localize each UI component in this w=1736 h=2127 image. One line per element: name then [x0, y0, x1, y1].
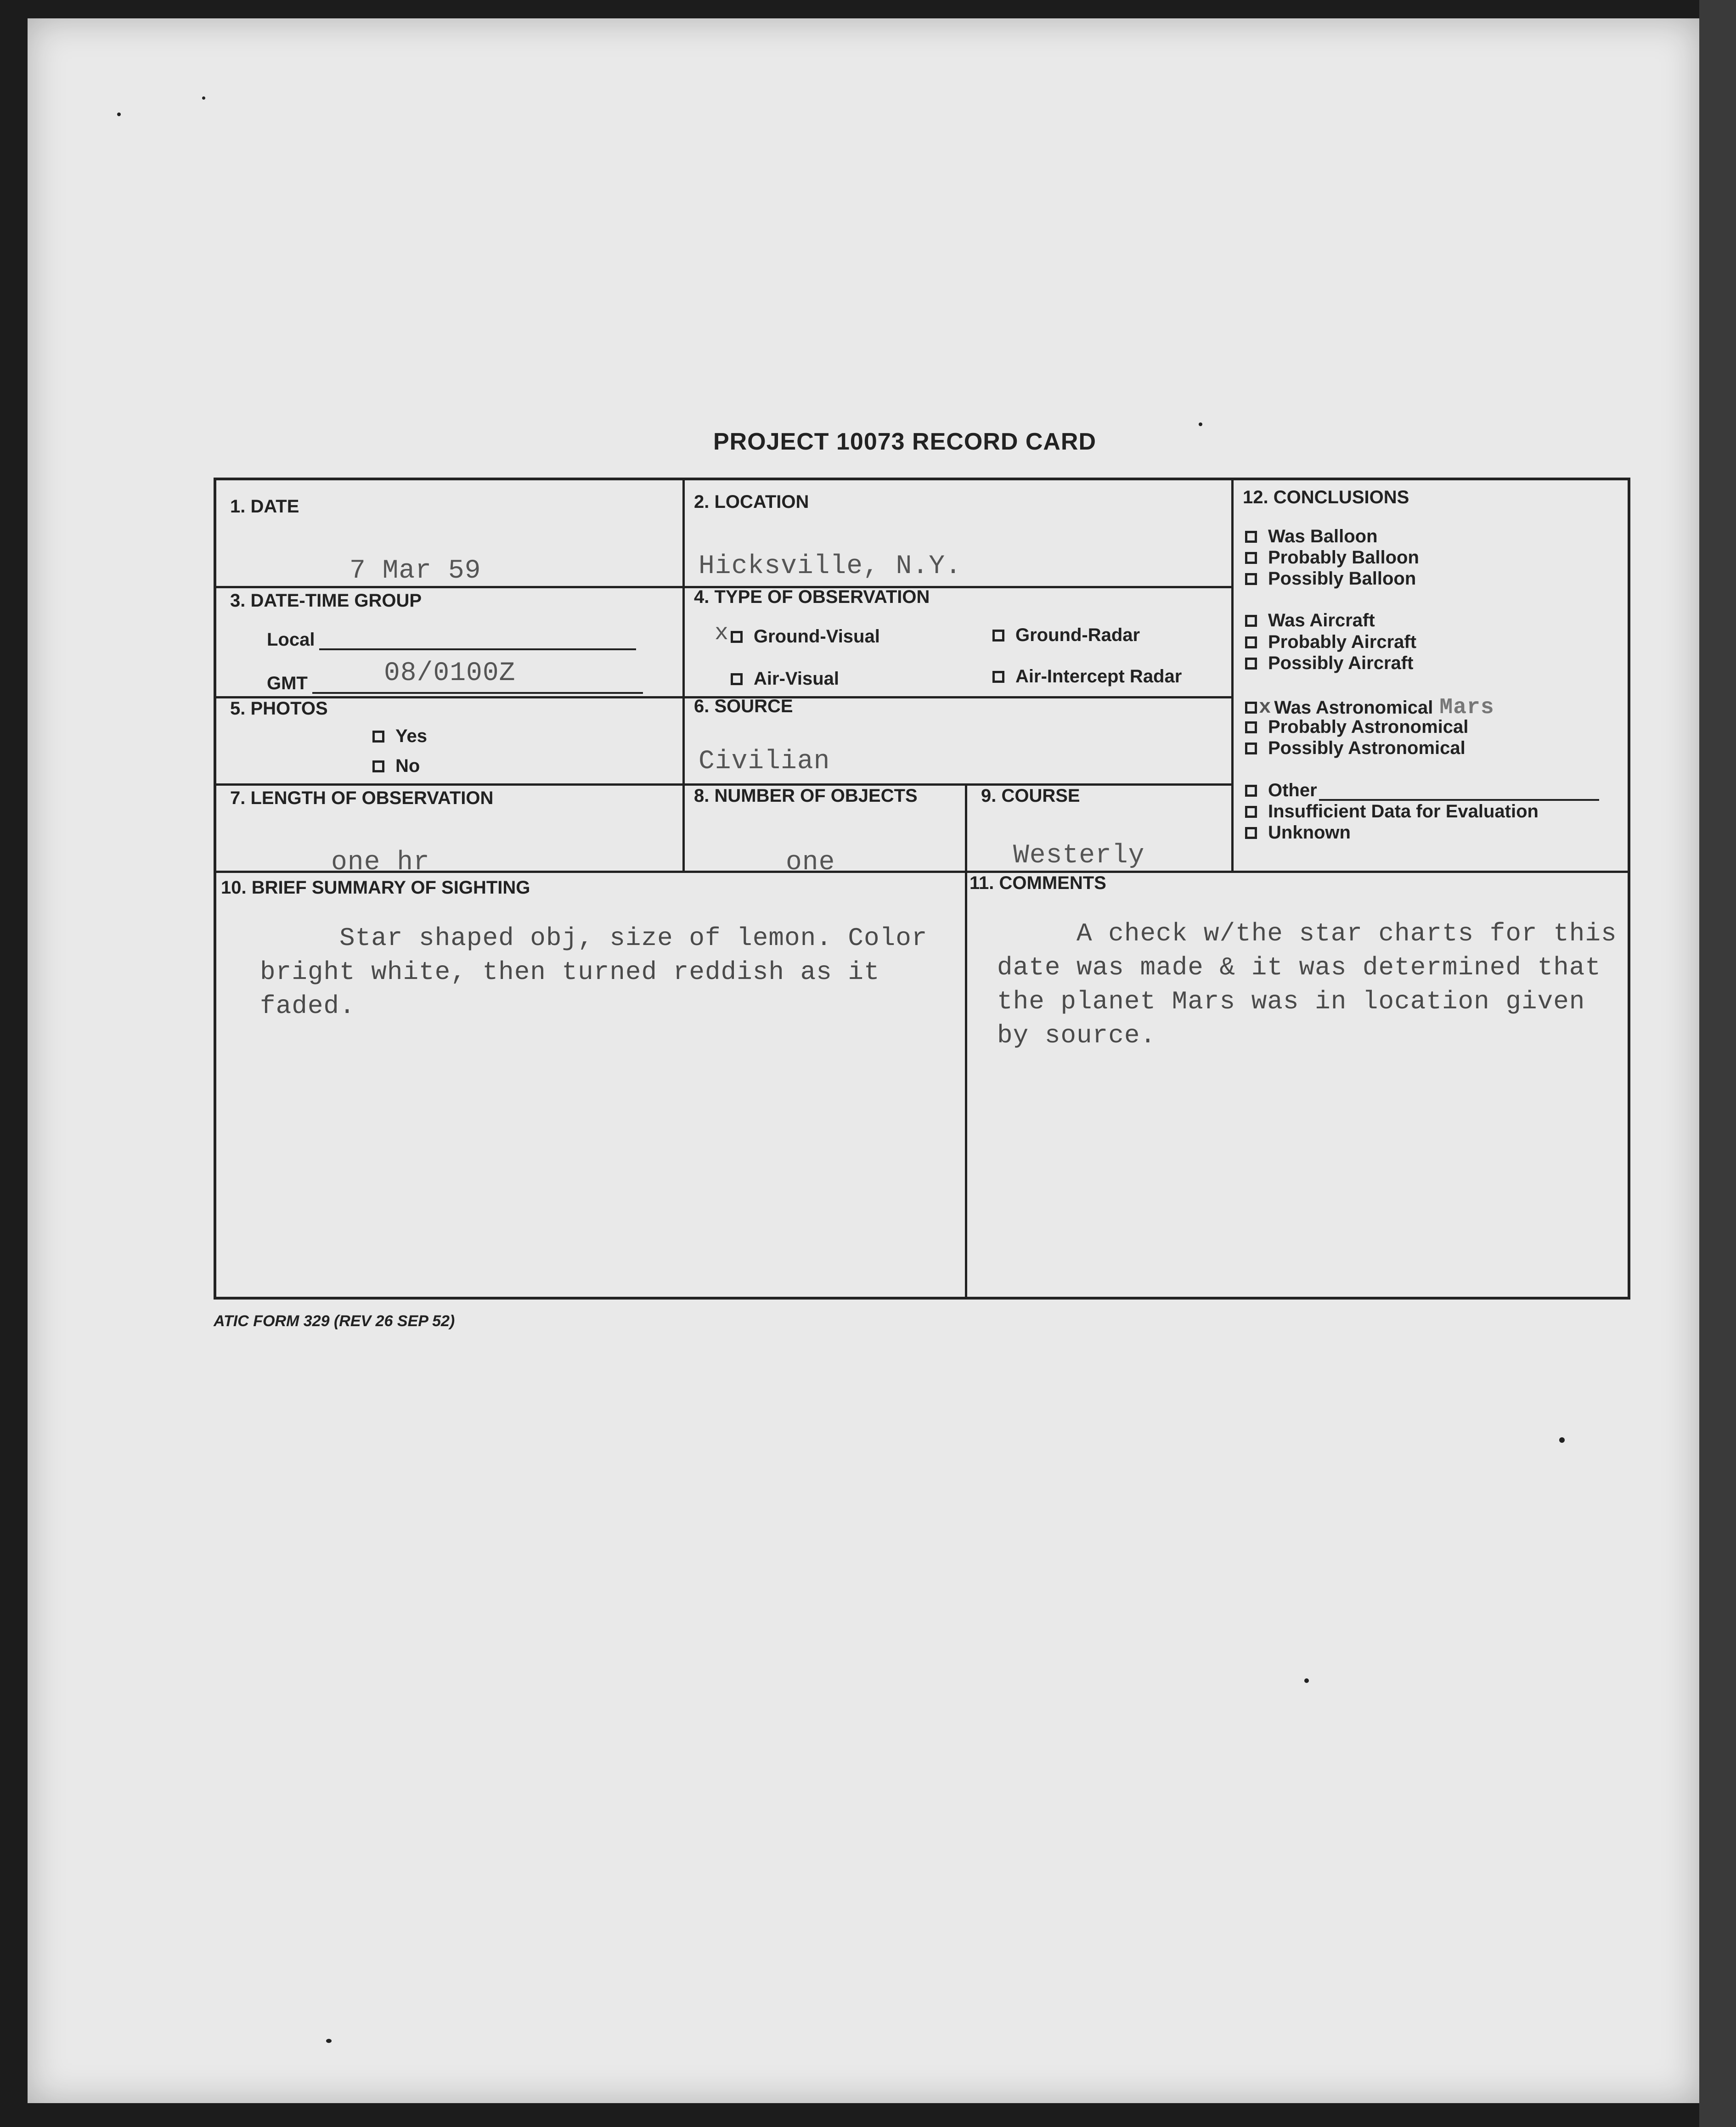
length-value: one hr — [331, 848, 430, 878]
record-card — [214, 478, 1630, 1300]
gmt-value: 08/0100Z — [384, 658, 516, 688]
location-value: Hicksville, N.Y. — [699, 551, 962, 581]
scan-speck — [202, 96, 205, 100]
option-unknown: Unknown — [1245, 822, 1351, 843]
card-title: PROJECT 10073 RECORD CARD — [713, 428, 1097, 455]
option-photos-no: No — [372, 756, 420, 777]
local-row — [267, 630, 636, 650]
number-of-objects-label: 8. NUMBER OF OBJECTS — [694, 786, 918, 806]
checkbox — [731, 631, 743, 643]
divider — [682, 480, 685, 871]
checkbox — [1245, 658, 1257, 670]
scan-speck — [326, 2039, 332, 2043]
checkbox — [372, 760, 384, 772]
ground-visual-mark: x — [715, 620, 729, 647]
checkbox — [1245, 636, 1257, 648]
option-probably-balloon: Probably Balloon — [1245, 547, 1419, 568]
local-line — [319, 630, 636, 650]
option-ground-radar: Ground-Radar — [992, 625, 1140, 646]
option-air-intercept-radar: Air-Intercept Radar — [992, 666, 1182, 687]
number-of-objects-value: one — [786, 848, 835, 878]
scan-edge — [1699, 0, 1736, 2127]
course-value: Westerly — [1013, 841, 1145, 871]
option-possibly-balloon: Possibly Balloon — [1245, 568, 1416, 589]
checkbox — [1245, 573, 1257, 585]
option-air-visual: Air-Visual — [731, 669, 839, 689]
option-possibly-astronomical: Possibly Astronomical — [1245, 738, 1465, 759]
source-value: Civilian — [699, 747, 830, 777]
checkbox — [992, 671, 1004, 683]
comments-label: 11. COMMENTS — [969, 873, 1106, 893]
checkbox — [1245, 721, 1257, 733]
option-was-astronomical: x Was Astronomical Mars — [1245, 695, 1494, 720]
checkbox — [1245, 806, 1257, 818]
divider — [965, 783, 967, 1297]
checkbox — [1245, 827, 1257, 839]
checkbox — [1245, 743, 1257, 754]
type-of-observation-label: 4. TYPE OF OBSERVATION — [694, 587, 930, 607]
scan-speck — [1559, 1437, 1565, 1443]
checkbox — [731, 673, 743, 685]
scan-speck — [1304, 1678, 1309, 1683]
course-label: 9. COURSE — [981, 786, 1080, 806]
checkbox — [372, 731, 384, 743]
checkbox — [1245, 785, 1257, 797]
checkbox — [1245, 702, 1257, 714]
length-label: 7. LENGTH OF OBSERVATION — [230, 788, 494, 808]
option-photos-yes: Yes — [372, 726, 427, 747]
checkbox — [992, 630, 1004, 641]
local-label: Local — [267, 630, 315, 650]
astronomical-mark: x — [1259, 696, 1272, 719]
date-time-group-label: 3. DATE-TIME GROUP — [230, 591, 422, 611]
option-possibly-aircraft: Possibly Aircraft — [1245, 653, 1413, 674]
gmt-label: GMT — [267, 673, 308, 693]
comments-text: A check w/the star charts for this date was made & it was determined that the planet Mars was in location given by source. — [997, 919, 1617, 1050]
astronomical-note: Mars — [1439, 695, 1494, 720]
conclusions-label: 12. CONCLUSIONS — [1243, 487, 1409, 507]
option-was-balloon: Was Balloon — [1245, 526, 1378, 547]
checkbox — [1245, 552, 1257, 564]
summary-label: 10. BRIEF SUMMARY OF SIGHTING — [221, 878, 530, 898]
checkbox — [1245, 615, 1257, 627]
scan-speck — [117, 113, 121, 116]
location-label: 2. LOCATION — [694, 492, 809, 512]
checkbox — [1245, 531, 1257, 543]
photos-label: 5. PHOTOS — [230, 698, 328, 719]
other-line — [1319, 781, 1599, 801]
summary-text: Star shaped obj, size of lemon. Color bright white, then turned reddish as it faded. — [260, 923, 928, 1021]
option-probably-aircraft: Probably Aircraft — [1245, 632, 1416, 653]
form-number: ATIC FORM 329 (REV 26 SEP 52) — [214, 1312, 455, 1330]
option-other: Other — [1245, 780, 1599, 801]
date-value: 7 Mar 59 — [349, 556, 481, 586]
option-probably-astronomical: Probably Astronomical — [1245, 717, 1468, 737]
option-ground-visual: Ground-Visual — [731, 626, 880, 647]
option-insufficient-data: Insufficient Data for Evaluation — [1245, 801, 1539, 822]
option-was-aircraft: Was Aircraft — [1245, 610, 1375, 631]
source-label: 6. SOURCE — [694, 696, 793, 716]
date-label: 1. DATE — [230, 496, 299, 517]
divider — [1231, 480, 1234, 871]
scan-speck — [1199, 422, 1202, 426]
